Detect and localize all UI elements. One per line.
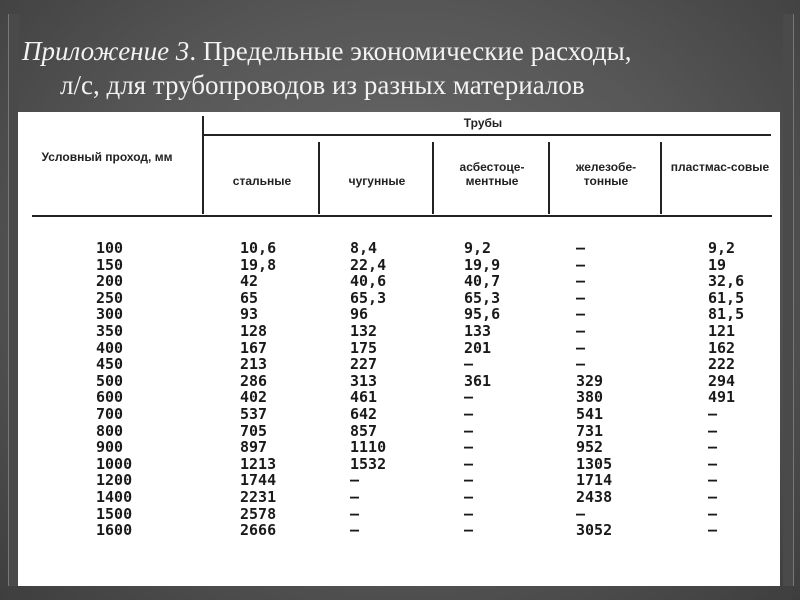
table-cell: 201 (464, 338, 492, 357)
column-header: пластмас-совые (670, 160, 770, 174)
column-separator (202, 116, 204, 214)
title-text-line1: . Предельные экономические расходы, (189, 36, 632, 66)
table-cell: 897 (240, 438, 268, 457)
row-diameter-cell: 1000 (96, 454, 133, 473)
table-cell: — (464, 521, 474, 540)
row-diameter-cell: 150 (96, 255, 124, 274)
header-bottom-rule (32, 215, 772, 217)
table-cell: 537 (240, 405, 268, 423)
table-cell: 491 (708, 388, 736, 407)
row-diameter-cell: 600 (96, 388, 124, 407)
table-cell: 1744 (240, 471, 277, 490)
table-cell: 1532 (350, 454, 387, 473)
title-label: Приложение 3 (22, 36, 190, 66)
row-diameter-cell: 1600 (96, 521, 133, 540)
table-cell: — (576, 504, 586, 523)
column-header: железобе-тонные (575, 160, 637, 188)
row-diameter-cell: 700 (96, 405, 124, 423)
table-cell: 32,6 (708, 272, 745, 291)
row-diameter-cell: 800 (96, 421, 124, 440)
table-cell: 857 (350, 421, 378, 440)
table-cell: 1213 (240, 454, 277, 473)
table-cell: — (708, 488, 718, 506)
table-cell: 95,6 (464, 305, 501, 324)
table-cell: 461 (350, 388, 378, 407)
table-cell: — (708, 405, 718, 423)
table-cell: — (464, 355, 474, 374)
table-cell: 222 (708, 355, 736, 374)
table-cell: 42 (240, 272, 259, 291)
row-diameter-cell: 1400 (96, 488, 133, 506)
table-cell: — (576, 272, 586, 291)
table-cell: 213 (240, 355, 268, 374)
table-cell: 1305 (576, 454, 613, 473)
table-cell: 9,2 (708, 239, 736, 257)
table-cell: 132 (350, 322, 378, 340)
table-cell: 705 (240, 421, 268, 440)
table-cell: 731 (576, 421, 604, 440)
table-cell: — (464, 488, 474, 506)
table-cell: 133 (464, 322, 492, 340)
table-cell: — (576, 355, 586, 374)
table-cell: — (576, 239, 586, 257)
row-diameter-cell: 100 (96, 239, 124, 257)
table-cell: — (464, 388, 474, 407)
table-cell: 3052 (576, 521, 613, 540)
table-cell: — (708, 521, 718, 540)
table-cell: 65,3 (350, 288, 387, 307)
slide-title (22, 34, 782, 102)
column-header: чугунные (348, 174, 406, 188)
table-cell: — (708, 454, 718, 473)
table-cell: 61,5 (708, 288, 745, 307)
row-diameter-cell: 350 (96, 322, 124, 340)
table-cell: — (464, 421, 474, 440)
group-header: Трубы (463, 116, 503, 130)
slide-frame-right (783, 14, 794, 586)
table-cell: 167 (240, 338, 268, 357)
table-cell: 8,4 (350, 239, 378, 257)
column-separator (318, 142, 320, 214)
stub-header: Условный проход, мм (41, 150, 173, 164)
table-cell: 1110 (350, 438, 387, 457)
table-cell: — (464, 405, 474, 423)
table-cell: — (708, 471, 718, 490)
table-cell: 541 (576, 405, 604, 423)
table-cell: 286 (240, 371, 268, 390)
table-cell: 642 (350, 405, 378, 423)
table-cell: 128 (240, 322, 268, 340)
table-cell: 19,8 (240, 255, 277, 274)
table-cell: — (464, 438, 474, 457)
table-cell: 227 (350, 355, 378, 374)
row-diameter-cell: 300 (96, 305, 124, 324)
table-cell: 22,4 (350, 255, 387, 274)
table-cell: 121 (708, 322, 736, 340)
row-diameter-cell: 1200 (96, 471, 133, 490)
column-separator (548, 142, 550, 214)
table-cell: 2438 (576, 488, 613, 506)
table-cell: 40,6 (350, 272, 387, 291)
table-cell: 175 (350, 338, 378, 357)
table-cell: 9,2 (464, 239, 492, 257)
table-cell: 81,5 (708, 305, 745, 324)
table-cell: — (576, 305, 586, 324)
row-diameter-cell: 200 (96, 272, 124, 291)
table-cell: — (350, 521, 360, 540)
row-diameter-cell: 500 (96, 371, 124, 390)
table-cell: 361 (464, 371, 492, 390)
table-cell: — (576, 338, 586, 357)
header-top-rule (203, 134, 771, 136)
table-cell: — (350, 471, 360, 490)
table-cell: — (708, 504, 718, 523)
table-cell: 19 (708, 255, 727, 274)
table-cell: 65,3 (464, 288, 501, 307)
table-cell: 329 (576, 371, 604, 390)
row-diameter-cell: 450 (96, 355, 124, 374)
table-cell: — (576, 288, 586, 307)
table-cell: 402 (240, 388, 268, 407)
row-diameter-cell: 1500 (96, 504, 133, 523)
table-cell: 65 (240, 288, 259, 307)
table-cell: 162 (708, 338, 736, 357)
table-cell: 96 (350, 305, 369, 324)
table-cell: — (576, 255, 586, 274)
table-cell: 294 (708, 371, 736, 390)
table-cell: 1714 (576, 471, 613, 490)
table-cell: 313 (350, 371, 378, 390)
table-sheet (18, 112, 780, 586)
row-diameter-cell: 900 (96, 438, 124, 457)
column-separator (432, 142, 434, 214)
table-cell: — (350, 504, 360, 523)
table-cell: — (464, 504, 474, 523)
table-cell: — (464, 471, 474, 490)
table-cell: 19,9 (464, 255, 501, 274)
row-diameter-cell: 250 (96, 288, 124, 307)
table-cell: — (350, 488, 360, 506)
title-text-line2: л/с, для трубопроводов из разных материалов (60, 70, 585, 100)
table-cell: 380 (576, 388, 604, 407)
table-cell: 952 (576, 438, 604, 457)
column-separator (660, 142, 662, 214)
table-cell: 10,6 (240, 239, 277, 257)
table-cell: — (464, 454, 474, 473)
row-diameter-cell: 400 (96, 338, 124, 357)
table-cell: — (576, 322, 586, 340)
table-cell: 2578 (240, 504, 277, 523)
table-cell: — (708, 438, 718, 457)
column-header: стальные (232, 174, 292, 188)
column-header: асбестоце-ментные (459, 160, 525, 188)
table-cell: 40,7 (464, 272, 501, 291)
table-cell: — (708, 421, 718, 440)
table-cell: 93 (240, 305, 259, 324)
table-cell: 2666 (240, 521, 277, 540)
table-cell: 2231 (240, 488, 277, 506)
